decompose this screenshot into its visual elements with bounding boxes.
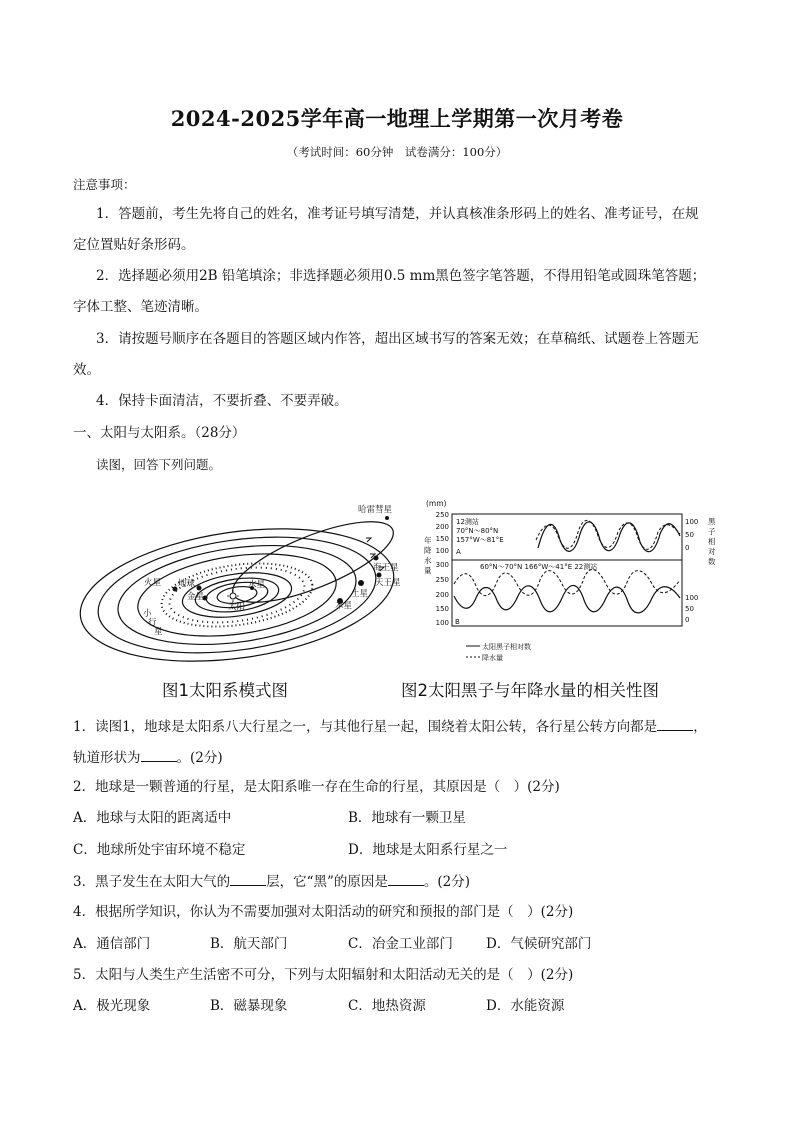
tick-a-left: 150 (435, 535, 449, 543)
orbit-halley-comet (224, 506, 403, 619)
note-line: 3．请按题号顺序在各题目的答题区域内作答，超出区域书写的答案无效；在草稿纸、试题卷上答题无 (96, 331, 699, 347)
instruction: 读图，回答下列问题。 (96, 457, 222, 472)
tick-b-left: 100 (435, 619, 449, 627)
tick-b-right: 0 (685, 616, 690, 624)
orbit-uranus (91, 521, 384, 668)
legend-dashed: 降水量 (482, 654, 503, 662)
left-axis-title: 降 (424, 546, 432, 555)
right-axis-title: 黑 (708, 517, 716, 526)
left-axis-title: 水 (424, 556, 432, 565)
q1-text: 轨道形状为 (73, 750, 141, 766)
tick-b-right: 50 (685, 605, 694, 613)
legend-solid: 太阳黑子相对数 (482, 643, 531, 651)
tick-b-left: 150 (435, 605, 449, 613)
left-axis-title: 量 (424, 566, 432, 575)
right-axis-title: 数 (708, 557, 716, 566)
orbit-jupiter (133, 542, 342, 647)
question-1-cont (73, 747, 223, 768)
right-axis-title: 子 (708, 527, 716, 536)
tick-b-left: 200 (435, 591, 449, 599)
panel-a-label: A (456, 548, 461, 556)
asteroid-belt (158, 555, 317, 636)
q1-text-end: ， (693, 719, 707, 735)
note-line: 定位置贴好条形码。 (73, 237, 195, 253)
option-a[interactable]: A．极光现象 (73, 998, 151, 1014)
unit-label: (mm) (426, 500, 447, 508)
note-line: 效。 (73, 362, 100, 378)
right-axis-title: 对 (708, 547, 716, 556)
answer-blank[interactable] (141, 747, 177, 762)
tick-a-right: 100 (685, 518, 699, 526)
tick-b-left: 250 (435, 576, 449, 584)
label-asteroid: 小 (143, 609, 152, 619)
option-b[interactable]: B．磁暴现象 (210, 998, 288, 1014)
tick-a-left: 100 (435, 547, 449, 555)
tick-a-left: 200 (435, 523, 449, 531)
page-title: 2024-2025学年高一地理上学期第一次月考卷 (170, 106, 624, 131)
label-venus: 金星 (187, 592, 205, 602)
option-b[interactable]: B．地球有一颗卫星 (348, 810, 466, 826)
solar-system-figure (75, 498, 415, 668)
label-uranus: 天王星 (375, 578, 401, 588)
option-c[interactable]: C．冶金工业部门 (348, 936, 453, 952)
right-axis-title: 相 (708, 537, 716, 546)
tick-a-left: 250 (435, 511, 449, 519)
lon-a: 157°W～81°E (456, 536, 504, 544)
comet-icon (385, 516, 389, 520)
station-a: 12测站 (456, 518, 479, 526)
precip-line-a (536, 520, 680, 549)
q3-text: 。(2分) (423, 874, 471, 890)
option-a[interactable]: A．通信部门 (73, 936, 151, 952)
tick-a-right: 50 (685, 531, 694, 539)
label-asteroid: 星 (154, 627, 163, 637)
station-b: 60°N～70°N 166°W～41°E 22测站 (480, 563, 598, 571)
note-line: 2．选择题必须用2B 铅笔填涂；非选择题必须用0.5 mm黑色签字笔答题，不得用铅笔或圆珠笔答题； (96, 268, 706, 284)
option-b[interactable]: B．航天部门 (210, 936, 288, 952)
option-c[interactable]: C．地热资源 (348, 998, 426, 1014)
sunspot-precipitation-figure (418, 500, 728, 668)
note-line: 1．答题前，考生先将自己的姓名，准考证号填写清楚，并认真核准条形码上的姓名、准考证号，在规 (96, 206, 699, 222)
question-2: 2．地球是一颗普通的行星，是太阳系唯一存在生命的行星，其原因是（ ）(2分) (73, 779, 560, 795)
notes-heading: 注意事项： (73, 177, 136, 192)
question-1 (73, 716, 707, 737)
exam-info: （考试时间：60分钟 试卷满分：100分） (286, 145, 508, 159)
tick-b-left: 300 (435, 561, 449, 569)
lat-a: 70°N～80°N (456, 527, 499, 535)
precip-line-b (454, 569, 680, 595)
sun-icon (230, 593, 236, 599)
panel-b-label: B (455, 618, 460, 626)
label-neptune: 海王星 (373, 563, 399, 573)
option-d[interactable]: D．地球是太阳系行星之一 (348, 842, 508, 858)
sunspot-line-b (454, 585, 680, 612)
section-heading: 一、太阳与太阳系。（28分） (73, 425, 246, 441)
option-a[interactable]: A．地球与太阳的距离适中 (73, 810, 232, 826)
note-line: 字体工整、笔迹清晰。 (73, 299, 208, 315)
question-3 (73, 871, 470, 892)
q3-text: 层，它“黑”的原因是 (266, 874, 388, 890)
label-mercury: 水星 (248, 580, 266, 590)
label-saturn: 土星 (351, 589, 369, 599)
option-c[interactable]: C．地球所处宇宙环境不稳定 (73, 842, 246, 858)
left-axis-title: 年 (424, 536, 432, 545)
sunspot-line-a (538, 522, 680, 552)
question-5: 5．太阳与人类生产生活密不可分，下列与太阳辐射和太阳活动无关的是（ ）(2分) (73, 967, 574, 983)
tick-a-right: 0 (685, 544, 690, 552)
option-d[interactable]: D．气候研究部门 (486, 936, 592, 952)
tick-b-right: 100 (685, 594, 699, 602)
q3-text: 3．黑子发生在太阳大气的 (73, 874, 231, 890)
answer-blank[interactable] (230, 871, 266, 886)
label-mars: 火星 (144, 578, 162, 588)
orbit-saturn (112, 532, 363, 658)
q1-text: 1．读图1，地球是太阳系八大行星之一，与其他行星一起，围绕着太阳公转，各行星公转方向都是 (73, 719, 658, 735)
label-earth: 地球 (178, 579, 196, 589)
label-comet: 哈雷彗星 (357, 505, 393, 515)
note-line: 4．保持卡面清洁，不要折叠、不要弄破。 (96, 393, 348, 409)
figure1-caption: 图1太阳系模式图 (162, 681, 288, 700)
question-4: 4．根据所学知识，你认为不需要加强对太阳活动的研究和预报的部门是（ ）(2分) (73, 904, 574, 920)
answer-blank[interactable] (657, 716, 693, 731)
q1-text-end: 。(2分) (176, 750, 223, 766)
figure2-caption: 图2太阳黑子与年降水量的相关性图 (401, 681, 659, 700)
label-sun: 太阳 (228, 602, 246, 612)
label-asteroid: 行 (148, 618, 157, 628)
option-d[interactable]: D．水能资源 (486, 998, 565, 1014)
label-jupiter: 木星 (335, 601, 353, 611)
answer-blank[interactable] (388, 871, 424, 886)
